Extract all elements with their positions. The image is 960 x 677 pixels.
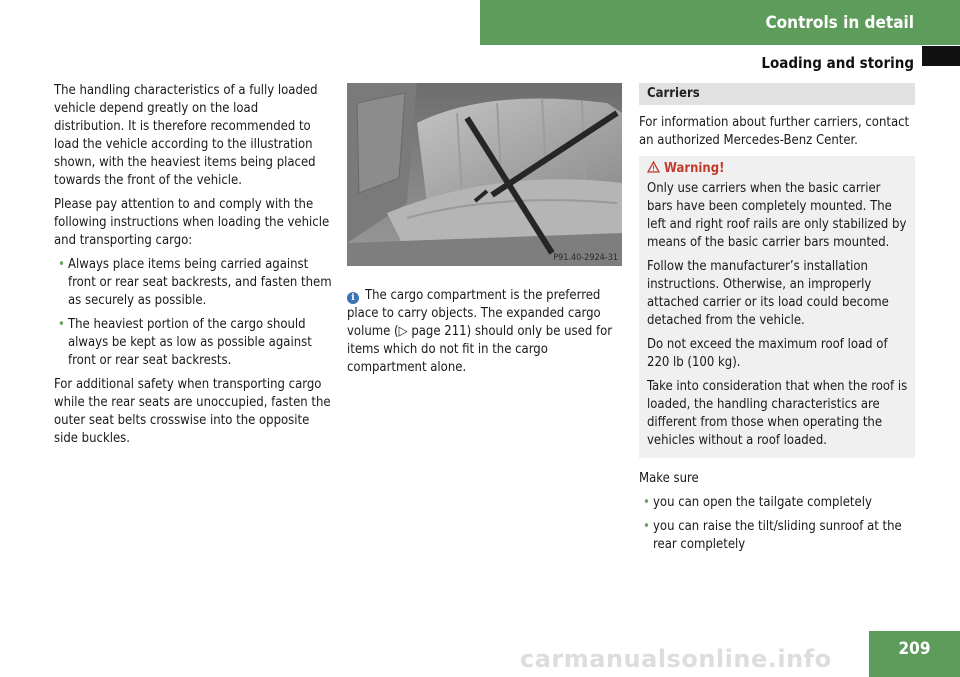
warning-paragraph: Take into consideration that when the roof is loaded, the handling characteristics are different from those when operating the vehicles without a roof loaded. — [647, 379, 908, 448]
left-column — [54, 82, 332, 454]
warning-paragraph: Do not exceed the maximum roof load of 220 lb (100 kg). — [647, 337, 888, 370]
figure-code: P91.40-2924-31 — [553, 253, 618, 263]
list-item: • Always place items being carried against front or rear seat backrests, and fasten them as securely as possible. — [58, 257, 332, 308]
paragraph: For information about further carriers, contact an authorized Mercedes-Benz Center. — [639, 115, 910, 148]
paragraph: The handling characteristics of a fully loaded vehicle depend greatly on the load distribution. It is therefore recommended to load the vehicle according to the illustration shown, with the heaviest items being placed towards the front of the vehicle. — [54, 83, 318, 188]
warning-title: Warning! — [647, 160, 909, 178]
info-note: i The cargo compartment is the preferred place to carry objects. The expanded cargo volume (▷ page 211) should only be used for items which do not fit in the cargo compartment alone. — [347, 288, 613, 375]
list-item: • The heaviest portion of the cargo should always be kept as low as possible against front or rear seat backrests. — [58, 317, 312, 368]
info-icon: i — [347, 292, 359, 304]
paragraph: Please pay attention to and comply with the following instructions when loading the vehicle and transporting cargo: — [54, 197, 330, 248]
right-column — [639, 83, 915, 560]
paragraph: Make sure — [639, 471, 699, 486]
bullet-icon: • — [643, 519, 650, 534]
rear-seat-illustration — [347, 83, 622, 266]
bullet-icon: • — [643, 495, 650, 510]
list-item: • you can open the tailgate completely — [643, 495, 872, 510]
watermark: carmanualsonline.info — [520, 645, 832, 673]
warning-icon — [647, 161, 660, 173]
warning-box — [639, 156, 915, 458]
section-title: Controls in detail — [765, 12, 914, 33]
carriers-heading: Carriers — [639, 83, 915, 105]
page-number: 209 — [869, 631, 960, 677]
page-reference-link[interactable]: ▷ page 211 — [398, 324, 467, 339]
header-marker — [922, 46, 960, 66]
paragraph: For additional safety when transporting cargo while the rear seats are unoccupied, fasten the outer seat belts crosswise into the opposite side buckles. — [54, 377, 331, 446]
bullet-icon: • — [58, 257, 65, 272]
seat-belt-photo — [347, 83, 622, 266]
subsection-title: Loading and storing — [761, 54, 914, 72]
list-item: • you can raise the tilt/sliding sunroof at the rear completely — [643, 519, 902, 552]
warning-paragraph: Only use carriers when the basic carrier bars have been completely mounted. The left and right roof rails are only stabilized by means of the basic carrier bars mounted. — [647, 181, 907, 250]
warning-paragraph: Follow the manufacturer’s installation instructions. Otherwise, an improperly attached carrier or its load could become detached from the vehicle. — [647, 259, 889, 328]
bullet-icon: • — [58, 317, 65, 332]
section-header — [480, 0, 960, 45]
